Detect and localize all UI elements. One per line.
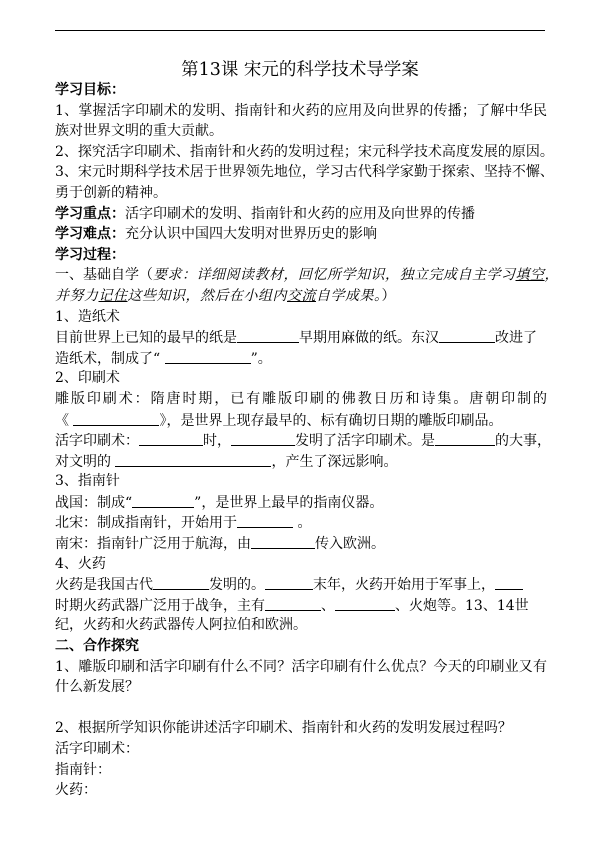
fill-blank[interactable] [132, 493, 194, 508]
paper-line-2 [55, 348, 547, 369]
fill-blank[interactable] [139, 431, 203, 446]
printing-line-1: 雕版印刷术：隋唐时期，已有雕版印刷的佛教日历和诗集。唐朝印制的 [55, 390, 547, 407]
compass-text-e: 南宋：指南针广泛用于航海，由 [55, 536, 251, 553]
answer-label-printing: 活字印刷术： [55, 741, 139, 757]
fill-blank[interactable] [251, 534, 315, 549]
compass-line-2 [55, 512, 547, 533]
fill-blank[interactable] [335, 596, 395, 611]
fill-blank[interactable] [265, 575, 313, 590]
objectives-heading: 学习目标： [55, 82, 125, 98]
self-study-text-a: 并努力 [55, 287, 99, 304]
gunpowder-heading: 4、火药 [55, 555, 106, 572]
keypoints-text: 活字印刷术的发明、指南针和火药的应用及向世界的传播 [125, 205, 475, 222]
compass-text-c: 北宋：制成指南针，开始用于 [55, 515, 237, 532]
exchange-emphasis: 交流 [287, 287, 316, 304]
fill-blank[interactable] [439, 328, 495, 343]
fill-blank[interactable] [495, 575, 523, 590]
fill-blank[interactable] [435, 431, 495, 446]
gunpowder-text-c: 末年，火药开始用于军事上， [313, 577, 495, 594]
fill-blank[interactable] [265, 596, 321, 611]
compass-line-3 [55, 533, 547, 554]
compass-text-a: 战国：制成“ [55, 494, 133, 511]
worksheet-body [55, 80, 559, 801]
objective-line-2: 族对世界文明的重大贡献。 [55, 123, 223, 140]
difficulty-line [55, 224, 547, 245]
fill-blank[interactable] [115, 452, 271, 467]
gunpowder-line-2 [55, 595, 547, 616]
answer-label-compass: 指南针： [55, 761, 111, 778]
gunpowder-text-f: 、火炮等。13、14世 [395, 597, 529, 614]
printing-line-3 [55, 430, 551, 451]
gunpowder-line-3: 纪，火药和火药武器传人阿拉伯和欧洲。 [55, 617, 307, 634]
printing-text-h: ，产生了深远影响。 [271, 453, 398, 470]
page-title: 第13课 宋元的科学技术导学案 [181, 60, 419, 80]
fill-blank[interactable] [231, 431, 295, 446]
fill-blank[interactable] [73, 411, 159, 426]
remember-emphasis: 记住 [98, 287, 128, 304]
printing-heading: 2、印刷术 [55, 370, 120, 387]
fill-blank[interactable] [237, 328, 299, 343]
gunpowder-line-1 [55, 574, 547, 595]
coop-question-1-line-1: 1、雕版印刷和活字印刷有什么不同？活字印刷有什么优点？今天的印刷业又有 [55, 658, 547, 675]
paper-text-c: 改进了 [495, 330, 537, 347]
paper-line-1 [55, 327, 547, 348]
printing-line-4 [55, 451, 547, 472]
fill-blank-emphasis: 填空 [515, 267, 545, 284]
printing-text-b: 》，是世界上现存最早的、标有确切日期的雕版印刷品。 [159, 412, 503, 429]
self-study-intro: 一、基础自学（ [55, 267, 153, 284]
compass-heading: 3、指南针 [55, 473, 120, 490]
keypoints-line [55, 204, 547, 225]
objective-line-5: 勇于创新的精神。 [55, 184, 167, 201]
gunpowder-text-a: 火药是我国古代 [55, 577, 153, 594]
printing-line-2 [55, 410, 547, 431]
paper-heading: 1、造纸术 [55, 308, 120, 325]
compass-text-f: 传入欧洲。 [315, 536, 385, 553]
gunpowder-text-d: 时期火药武器广泛用于战争，主有 [55, 597, 265, 614]
printing-text-f: 的大事， [495, 433, 551, 450]
coop-question-2: 2、根据所学知识你能讲述活字印刷术、指南针和火药的发明发展过程吗？ [55, 720, 512, 737]
printing-text-g: 对文明的 [55, 453, 116, 470]
fill-blank[interactable] [153, 575, 209, 590]
keypoints-label: 学习重点： [55, 205, 125, 222]
header-rule [55, 30, 545, 31]
fill-blank[interactable] [237, 513, 293, 528]
printing-text-c: 活字印刷术： [55, 433, 139, 450]
gunpowder-text-e: 、 [321, 597, 335, 614]
objective-line-3: 2、探究活字印刷术、指南针和火药的发明过程；宋元科学技术高度发展的原因。 [55, 143, 554, 160]
self-study-text-c: 自学成果。 [316, 287, 382, 304]
objective-line-1: 1、掌握活字印刷术的发明、指南针和火药的应用及向世界的传播；了解中华民 [55, 102, 547, 119]
self-study-line-2 [55, 286, 547, 307]
difficulty-label: 学习难点： [55, 226, 125, 243]
gunpowder-text-b: 发明的。 [209, 577, 265, 594]
answer-space[interactable] [55, 698, 547, 719]
compass-line-1 [55, 492, 547, 513]
coop-question-1-line-2: 什么新发展？ [55, 679, 139, 696]
objective-line-4: 3、宋元时期科学技术居于世界领先地位，学习古代科学家勤于探索、坚持不懈、 [55, 164, 554, 181]
self-study-text-b: 这些知识，然后在小组内 [127, 287, 287, 304]
process-heading: 学习过程： [55, 246, 125, 263]
compass-text-d: 。 [293, 515, 312, 532]
printing-text-d: 时， [203, 433, 231, 450]
self-study-comma: ， [544, 267, 559, 284]
paper-text-d: 造纸术，制成了“ [55, 350, 165, 367]
fill-blank[interactable] [165, 349, 251, 364]
printing-text-a: 《 [55, 412, 74, 429]
paper-text-a: 目前世界上已知的最早的纸是 [55, 330, 237, 347]
printing-text-e: 发明了活字印刷术。是 [295, 433, 435, 450]
compass-text-b: ”，是世界上最早的指南仪器。 [194, 494, 384, 511]
self-study-close: ） [381, 287, 396, 304]
difficulty-text: 充分认识中国四大发明对世界历史的影响 [125, 226, 377, 243]
paper-text-b: 早期用麻做的纸。东汉 [299, 330, 439, 347]
coop-heading: 二、合作探究 [55, 638, 139, 655]
self-study-requirement: 要求：详细阅读教材，回忆所学知识，独立完成自主学习 [153, 267, 516, 284]
self-study-line-1 [55, 265, 559, 286]
paper-text-e: ”。 [250, 350, 272, 367]
answer-label-gunpowder: 火药： [55, 782, 97, 799]
